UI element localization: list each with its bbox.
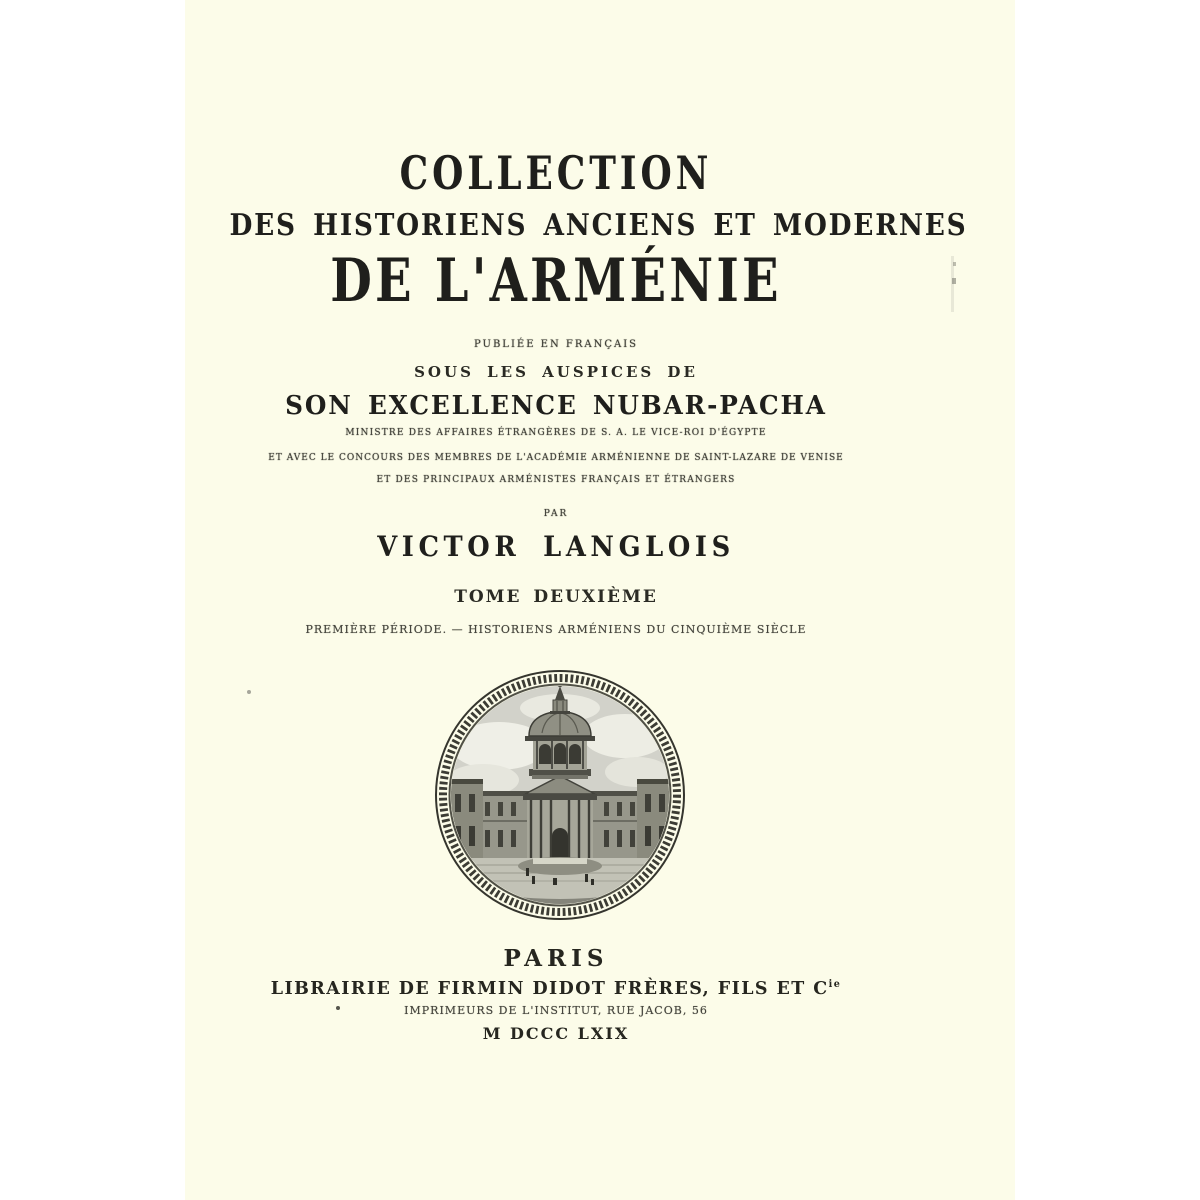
imprint-publisher xyxy=(196,978,916,999)
series-subtitle: DES HISTORIENS ANCIENS ET MODERNES xyxy=(229,208,968,243)
patron-title-line: MINISTRE DES AFFAIRES ÉTRANGÈRES DE S. A. LE VICE-ROI D'ÉGYPTE xyxy=(345,428,767,438)
engraved-medallion-icon xyxy=(433,668,687,922)
published-in-line: PUBLIÉE EN FRANÇAIS xyxy=(473,339,639,350)
series-title: COLLECTION xyxy=(399,146,713,200)
collaboration-line-1: ET AVEC LE CONCOURS DES MEMBRES DE L'ACADÉMIE ARMÉNIENNE DE SAINT-LAZARE DE VENISE xyxy=(268,453,844,463)
scan-speck xyxy=(336,1006,340,1010)
auspices-line: SOUS LES AUSPICES DE xyxy=(414,363,698,381)
by-label: PAR xyxy=(543,509,569,519)
imprint-city: PARIS xyxy=(503,945,609,972)
institut-dome-vignette xyxy=(433,668,687,922)
main-title: DE L'ARMÉNIE xyxy=(330,246,782,316)
imprint-printer: IMPRIMEURS DE L'INSTITUT, RUE JACOB, 56 xyxy=(404,1004,708,1017)
collaboration-line-2: ET DES PRINCIPAUX ARMÉNISTES FRANÇAIS ET ÉTRANGERS xyxy=(376,475,736,485)
scan-speck xyxy=(952,278,956,284)
scan-speck xyxy=(247,690,251,694)
book-title-page xyxy=(185,0,1015,1200)
period-line: PREMIÈRE PÉRIODE. — HISTORIENS ARMÉNIENS DU CINQUIÈME SIÈCLE xyxy=(305,623,807,636)
publisher-text: LIBRAIRIE DE FIRMIN DIDOT FRÈRES, FILS ET C xyxy=(270,978,829,999)
author-name: VICTOR LANGLOIS xyxy=(377,530,735,563)
tome-line: TOME DEUXIÈME xyxy=(454,587,658,607)
scan-speck xyxy=(953,262,956,266)
publisher-superscript: ie xyxy=(828,979,842,990)
patron-name: SON EXCELLENCE NUBAR-PACHA xyxy=(285,391,827,421)
imprint-year: M DCCC LXIX xyxy=(482,1024,630,1043)
